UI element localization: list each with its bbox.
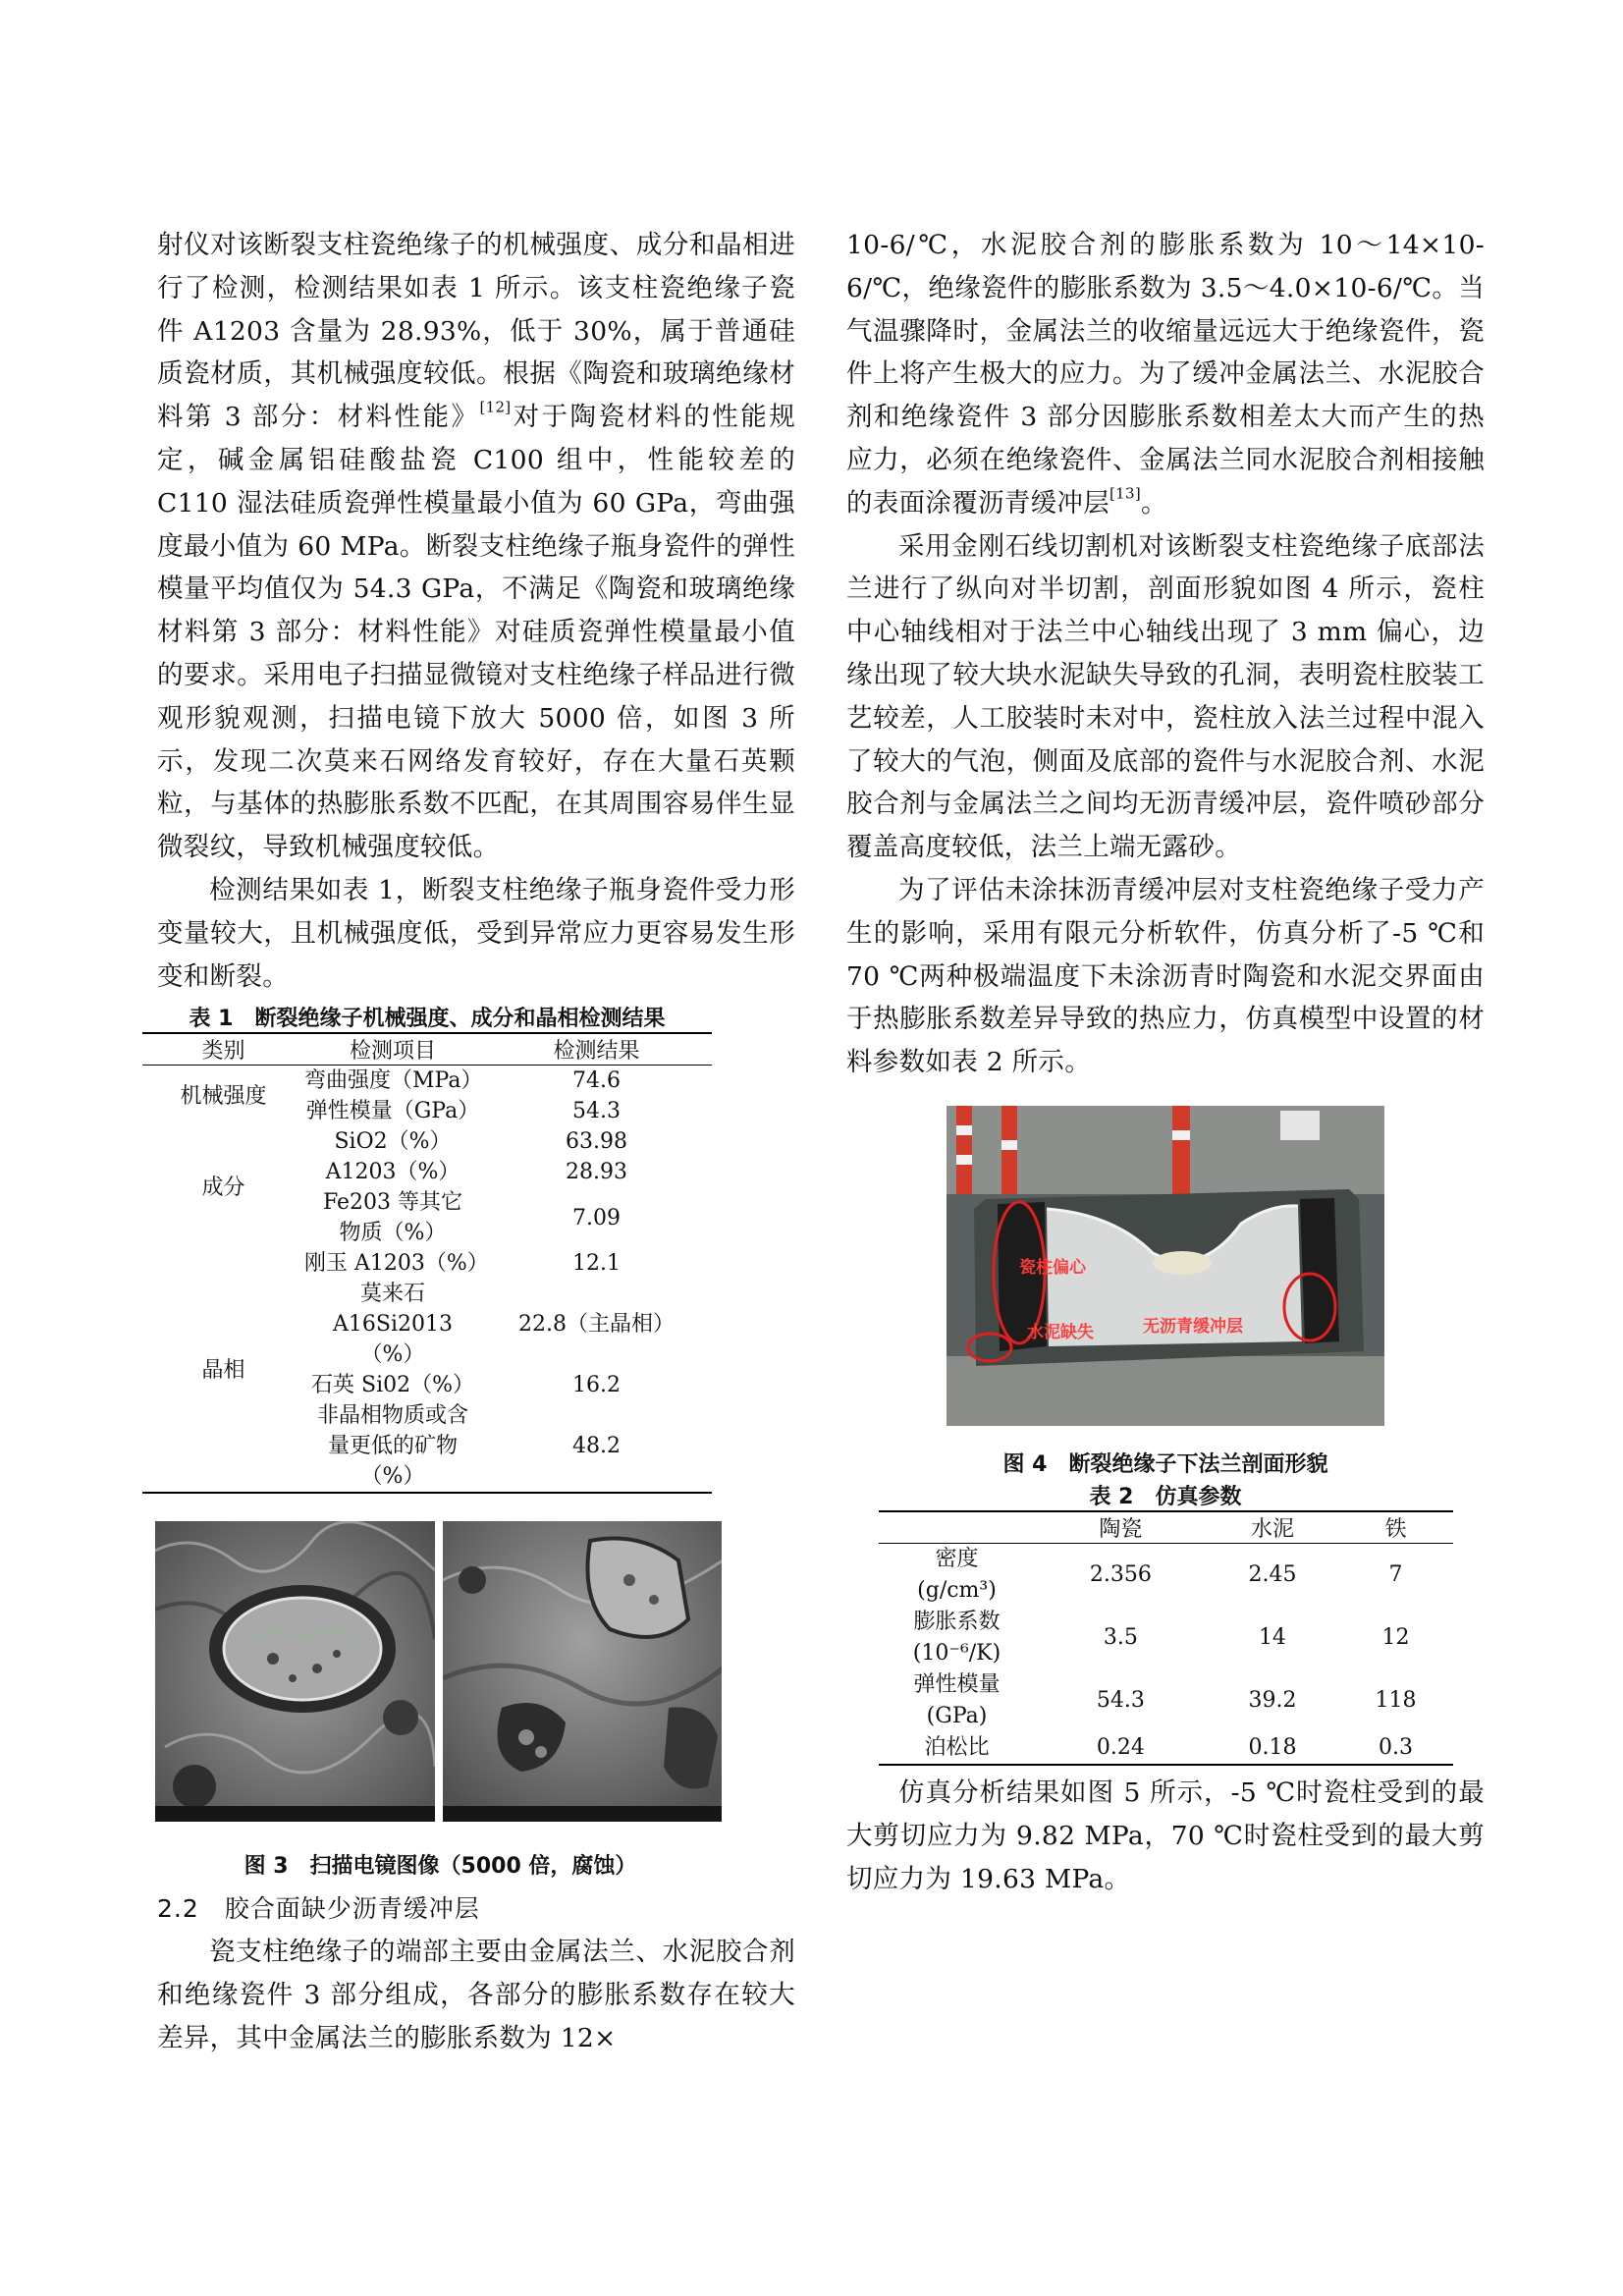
table-row — [142, 1248, 712, 1279]
table-1 — [142, 1032, 712, 1494]
table-cell: 刚玉 A1203（%） — [304, 1251, 489, 1277]
table-row — [879, 1543, 1453, 1607]
table-header: 铁 — [1339, 1511, 1453, 1544]
right-paragraph-2: 采用金刚石线切割机对该断裂支柱瓷绝缘子底部法兰进行了纵向对半切割，剖面形貌如图 4 所示，瓷柱中心轴线相对于法兰中心轴线出现了 3 mm 偏心，边缘出现了较大块水泥缺失导致的孔洞，表明瓷柱胶装工艺较差，人工胶装时未对中，瓷柱放入法兰过程中混入了较大的气泡，侧面及底部的瓷件与水泥胶合剂、水泥胶合剂与金属法兰之间均无沥青缓冲层，瓷件喷砂部分覆盖高度较低，法兰上端无露砂。 — [846, 530, 1485, 863]
table-cell: 7.09 — [572, 1205, 621, 1230]
table-cell: 0.24 — [1096, 1734, 1145, 1760]
table-cell: 3.5 — [1103, 1624, 1138, 1650]
table-cell: 2.45 — [1248, 1561, 1297, 1587]
table-header — [879, 1511, 1036, 1544]
left-column — [157, 224, 795, 2060]
table-cell: 7 — [1388, 1561, 1403, 1587]
table-header: 水泥 — [1206, 1511, 1338, 1544]
table-group-label: 晶相 — [201, 1357, 245, 1383]
table-row — [879, 1669, 1453, 1732]
table-header: 检测项目 — [304, 1033, 481, 1066]
table-cell: 0.18 — [1248, 1734, 1297, 1760]
table-cell: 弹性模量 (GPa) — [913, 1671, 1001, 1728]
table-cell: 莫来石 A16Si2013（%） — [333, 1282, 453, 1368]
table-cell: 48.2 — [572, 1434, 621, 1459]
table-row — [142, 1066, 712, 1097]
table-cell: 2.356 — [1089, 1561, 1152, 1587]
label-no-layer: 无沥青缓冲层 — [1143, 1316, 1243, 1337]
table-row — [879, 1732, 1453, 1765]
table-row — [142, 1126, 712, 1157]
table-row — [879, 1607, 1453, 1669]
table-cell: 54.3 — [572, 1099, 621, 1124]
table-cell: 54.3 — [1096, 1687, 1145, 1713]
table-cell: 22.8（主晶相） — [518, 1312, 675, 1338]
table-group-label: 成分 — [201, 1175, 245, 1200]
table-cell: 密度 (g/cm³) — [917, 1546, 997, 1603]
flange-cross-section-photo — [947, 1106, 1384, 1426]
fig3-caption: 图 3 扫描电镜图像（5000 倍，腐蚀） — [243, 1854, 637, 1880]
sem-image-right — [443, 1521, 723, 1822]
table-cell: A1203（%） — [325, 1160, 460, 1185]
table-cell: 39.2 — [1248, 1687, 1297, 1713]
left-paragraph-3: 瓷支柱绝缘子的端部主要由金属法兰、水泥胶合剂和绝缘瓷件 3 部分组成，各部分的膨胀系数存在较大差异，其中金属法兰的膨胀系数为 12× — [157, 1937, 795, 2053]
right-column — [846, 224, 1485, 1900]
citation-12: [12] — [479, 398, 512, 416]
table-cell: 118 — [1375, 1687, 1417, 1713]
table2-caption: 表 2 仿真参数 — [1089, 1484, 1242, 1509]
right-paragraph-1: 10-6/℃，水泥胶合剂的膨胀系数为 10～14×10-6/℃，绝缘瓷件的膨胀系数为 3.5～4.0×10-6/℃。当气温骤降时，金属法兰的收缩量远远大于绝缘瓷件，瓷件上将产生极大的应力。为了缓冲金属法兰、水泥胶合剂和绝缘瓷件 3 部分因膨胀系数相差太大而产生的热应力，必须在绝缘瓷件、金属法兰同水泥胶合剂相接触的表面涂覆沥青缓冲层[13]。 — [846, 230, 1485, 519]
table-header-row — [879, 1511, 1453, 1544]
table-header: 类别 — [142, 1033, 304, 1066]
table-header: 陶瓷 — [1036, 1511, 1207, 1544]
table-cell: 弹性模量（GPa） — [305, 1099, 480, 1124]
table-cell: 12 — [1381, 1624, 1410, 1650]
table-cell: 石英 Si02（%） — [311, 1373, 474, 1398]
table-cell: 16.2 — [572, 1373, 621, 1398]
citation-13: [13] — [1109, 484, 1141, 503]
table-cell: 0.3 — [1379, 1734, 1414, 1760]
table-2 — [879, 1510, 1453, 1766]
table-cell: Fe203 等其它物质（%） — [322, 1190, 463, 1246]
section-heading: 2.2 胶合面缺少沥青缓冲层 — [157, 1894, 480, 1924]
table-cell: 12.1 — [572, 1251, 621, 1277]
table-cell: 非晶相物质或含量更低的矿物（%） — [316, 1403, 468, 1490]
table-cell: 弯曲强度（MPa） — [304, 1068, 483, 1094]
table-cell: 28.93 — [566, 1160, 627, 1185]
table-cell: 74.6 — [572, 1068, 621, 1094]
table-cell: 14 — [1258, 1624, 1286, 1650]
table-cell: 泊松比 — [924, 1734, 990, 1760]
label-offset: 瓷柱偏心 — [1019, 1257, 1086, 1278]
table-header-row — [142, 1033, 712, 1066]
table-cell: SiO2（%） — [334, 1129, 452, 1155]
label-missing: 水泥缺失 — [1027, 1322, 1094, 1342]
table-group-label: 机械强度 — [180, 1083, 267, 1109]
table1-caption: 表 1 断裂绝缘子机械强度、成分和晶相检测结果 — [189, 1007, 666, 1032]
fig4-caption: 图 4 断裂绝缘子下法兰剖面形貌 — [1002, 1451, 1328, 1477]
sem-figure — [155, 1521, 722, 1822]
sem-image-left — [155, 1521, 435, 1822]
table-cell: 63.98 — [566, 1129, 627, 1155]
table-header: 检测结果 — [481, 1033, 712, 1066]
left-paragraph-1: 射仪对该断裂支柱瓷绝缘子的机械强度、成分和晶相进行了检测，检测结果如表 1 所示。该支柱瓷绝缘子瓷件 A1203 含量为 28.93%，低于 30%，属于普通硅质瓷材质，其机械强度较低。根据《陶瓷和玻璃绝缘材料第 3 部分：材料性能》[12]对于陶瓷材料的性能规定，碱金属铝硅酸盐瓷 C100 组中，性能较差的 C110 湿法硅质瓷弹性模量最小值为 60 GPa，弯曲强度最小值为 60 MPa。断裂支柱绝缘子瓶身瓷件的弹性模量平均值仅为 54.3 GPa，不满足《陶瓷和玻璃绝缘材料第 3 部分：材料性能》对硅质瓷弹性模量最小值的要求。采用电子扫描显微镜对支柱绝缘子样品进行微观形貌观测，扫描电镜下放大 5000 倍，如图 3 所示，发现二次莫来石网络发育较好，存在大量石英颗粒，与基体的热膨胀系数不匹配，在其周围容易伴生显微裂纹，导致机械强度较低。 — [157, 230, 796, 863]
right-paragraph-3: 为了评估未涂抹沥青缓冲层对支柱瓷绝缘子受力产生的影响，采用有限元分析软件，仿真分析了-5 ℃和 70 ℃两种极端温度下未涂沥青时陶瓷和水泥交界面由于热膨胀系数差异导致的热应力，仿真模型中设置的材料参数如表 2 所示。 — [846, 874, 1485, 1078]
left-paragraph-2: 检测结果如表 1，断裂支柱绝缘子瓶身瓷件受力形变量较大，且机械强度低，受到异常应力更容易发生形变和断裂。 — [157, 874, 795, 992]
table-cell: 膨胀系数 (10⁻⁶/K) — [912, 1609, 1001, 1666]
right-paragraph-4: 仿真分析结果如图 5 所示，-5 ℃时瓷柱受到的最大剪切应力为 9.82 MPa，70 ℃时瓷柱受到的最大剪切应力为 19.63 MPa。 — [846, 1777, 1485, 1894]
